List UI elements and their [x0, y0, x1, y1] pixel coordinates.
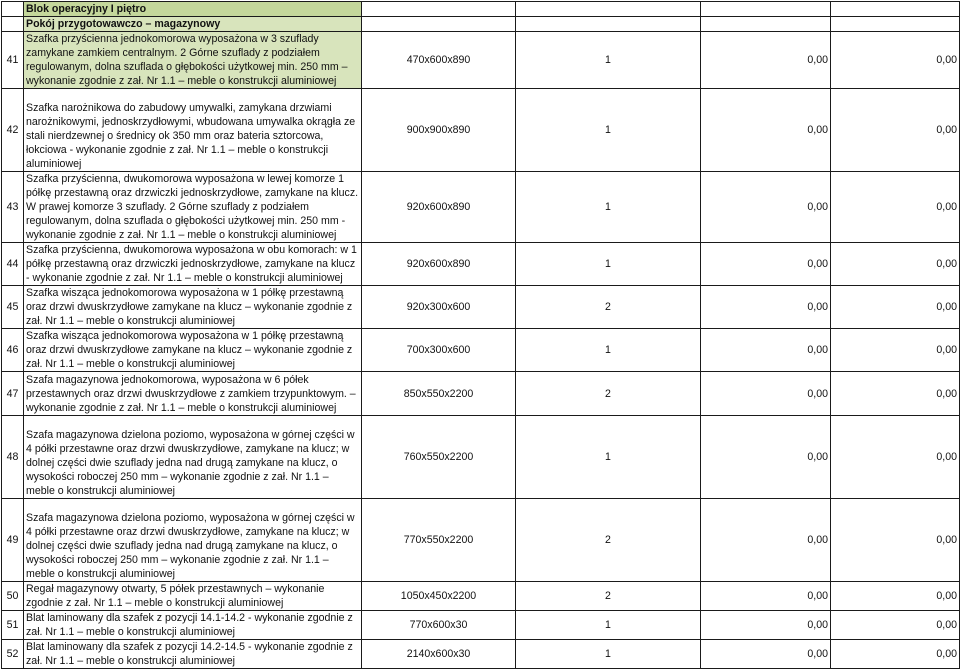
- row-dimensions[interactable]: 1050x450x2200: [362, 582, 516, 611]
- row-number[interactable]: 45: [2, 286, 24, 329]
- row-dimensions[interactable]: 770x550x2200: [362, 499, 516, 582]
- cell-blank[interactable]: [362, 17, 516, 32]
- row-quantity[interactable]: 2: [516, 286, 701, 329]
- cell-blank[interactable]: [2, 2, 24, 17]
- row-total[interactable]: 0,00: [831, 329, 960, 372]
- row-description[interactable]: Regał magazynowy otwarty, 5 półek przestawnych – wykonanie zgodnie z zał. Nr 1.1 – meble o konstrukcji aluminiowej: [24, 582, 362, 611]
- row-number[interactable]: 49: [2, 499, 24, 582]
- row-quantity[interactable]: 1: [516, 329, 701, 372]
- row-total[interactable]: 0,00: [831, 416, 960, 499]
- row-number[interactable]: 52: [2, 640, 24, 669]
- row-total[interactable]: 0,00: [831, 582, 960, 611]
- table-row: [2, 499, 960, 582]
- row-dimensions[interactable]: 760x550x2200: [362, 416, 516, 499]
- row-dimensions[interactable]: 920x600x890: [362, 172, 516, 243]
- row-number[interactable]: 48: [2, 416, 24, 499]
- table-row: [2, 89, 960, 172]
- row-number[interactable]: 51: [2, 611, 24, 640]
- row-number[interactable]: 50: [2, 582, 24, 611]
- row-number[interactable]: 42: [2, 89, 24, 172]
- table-row: [2, 640, 960, 669]
- block-title[interactable]: Blok operacyjny I piętro: [24, 2, 362, 17]
- cell-blank[interactable]: [701, 2, 831, 17]
- table-row: [2, 372, 960, 416]
- cell-blank[interactable]: [831, 17, 960, 32]
- cell-blank[interactable]: [516, 17, 701, 32]
- row-dimensions[interactable]: 2140x600x30: [362, 640, 516, 669]
- row-number[interactable]: 44: [2, 243, 24, 286]
- row-unit-price[interactable]: 0,00: [701, 499, 831, 582]
- row-total[interactable]: 0,00: [831, 640, 960, 669]
- row-description[interactable]: Szafa magazynowa dzielona poziomo, wyposażona w górnej części w 4 półki przestawne oraz drzwi dwuskrzydłowe, zamykane na klucz; w dolnej części dwie szuflady jedna nad drugą zamykane na klucz, o wysokości roboczej 250 mm – wykonanie zgodnie z zał. Nr 1.1 – meble o konstrukcji aluminiowej: [24, 416, 362, 499]
- row-dimensions[interactable]: 850x550x2200: [362, 372, 516, 416]
- row-description[interactable]: Szafka przyścienna, dwukomorowa wyposażona w obu komorach: w 1 półkę przestawną oraz drzwiczki jednoskrzydłowe, zamykane na klucz - wykonanie zgodnie z zał. Nr 1.1 – meble o konstrukcji aluminiowej: [24, 243, 362, 286]
- row-number[interactable]: 43: [2, 172, 24, 243]
- row-total[interactable]: 0,00: [831, 243, 960, 286]
- table-row: [2, 286, 960, 329]
- row-quantity[interactable]: 1: [516, 89, 701, 172]
- row-unit-price[interactable]: 0,00: [701, 372, 831, 416]
- row-description[interactable]: Szafka narożnikowa do zabudowy umywalki, zamykana drzwiami narożnikowymi, jednoskrzydłowymi, wbudowana umywalka okrągła ze stali nierdzewnej o średnicy ok 350 mm oraz bateria sztorcowa, łokciowa - wykonanie zgodnie z zał. Nr 1.1 – meble o konstrukcji aluminiowej: [24, 89, 362, 172]
- row-description[interactable]: Szafka przyścienna jednokomorowa wyposażona w 3 szuflady zamykane zamkiem centralnym. 2 Górne szuflady z podziałem regulowanym, dolna szuflada o głębokości użytkowej min. 250 mm – wykonanie zgodnie z zał. Nr 1.1 – meble o konstrukcji aluminiowej: [24, 32, 362, 89]
- row-dimensions[interactable]: 920x300x600: [362, 286, 516, 329]
- table-row: [2, 32, 960, 89]
- row-unit-price[interactable]: 0,00: [701, 172, 831, 243]
- row-quantity[interactable]: 2: [516, 499, 701, 582]
- row-quantity[interactable]: 1: [516, 416, 701, 499]
- cell-blank[interactable]: [2, 17, 24, 32]
- row-unit-price[interactable]: 0,00: [701, 286, 831, 329]
- row-dimensions[interactable]: 700x300x600: [362, 329, 516, 372]
- cell-blank[interactable]: [701, 17, 831, 32]
- cell-blank[interactable]: [516, 2, 701, 17]
- row-quantity[interactable]: 2: [516, 372, 701, 416]
- row-description[interactable]: Szafka wisząca jednokomorowa wyposażona w 1 półkę przestawną oraz drzwi dwuskrzydłowe zamykane na klucz – wykonanie zgodnie z zał. Nr 1.1 – meble o konstrukcji aluminiowej: [24, 286, 362, 329]
- cell-blank[interactable]: [362, 2, 516, 17]
- table-row: [2, 611, 960, 640]
- row-quantity[interactable]: 1: [516, 243, 701, 286]
- row-unit-price[interactable]: 0,00: [701, 243, 831, 286]
- row-total[interactable]: 0,00: [831, 172, 960, 243]
- row-description[interactable]: Szafa magazynowa dzielona poziomo, wyposażona w górnej części w 4 półki przestawne oraz drzwi dwuskrzydłowe, zamykane na klucz; w dolnej części dwie szuflady jedna nad drugą zamykane na klucz, o wysokości roboczej 250 mm – wykonanie zgodnie z zał. Nr 1.1 – meble o konstrukcji aluminiowej: [24, 499, 362, 582]
- row-description[interactable]: Blat laminowany dla szafek z pozycji 14.2-14.5 - wykonanie zgodnie z zał. Nr 1.1 – meble o konstrukcji aluminiowej: [24, 640, 362, 669]
- row-description[interactable]: Szafka wisząca jednokomorowa wyposażona w 1 półkę przestawną oraz drzwi dwuskrzydłowe zamykane na klucz – wykonanie zgodnie z zał. Nr 1.1 – meble o konstrukcji aluminiowej: [24, 329, 362, 372]
- table-row: [2, 416, 960, 499]
- row-dimensions[interactable]: 900x900x890: [362, 89, 516, 172]
- row-quantity[interactable]: 2: [516, 582, 701, 611]
- row-dimensions[interactable]: 920x600x890: [362, 243, 516, 286]
- row-description[interactable]: Szafa magazynowa jednokomorowa, wyposażona w 6 półek przestawnych oraz drzwi dwuskrzydłowe z zamkiem trzypunktowym. – wykonanie zgodnie z zał. Nr 1.1 – meble o konstrukcji aluminiowej: [24, 372, 362, 416]
- spreadsheet-table: [1, 1, 960, 669]
- row-dimensions[interactable]: 470x600x890: [362, 32, 516, 89]
- row-dimensions[interactable]: 770x600x30: [362, 611, 516, 640]
- row-total[interactable]: 0,00: [831, 611, 960, 640]
- row-unit-price[interactable]: 0,00: [701, 416, 831, 499]
- row-quantity[interactable]: 1: [516, 172, 701, 243]
- row-number[interactable]: 41: [2, 32, 24, 89]
- row-total[interactable]: 0,00: [831, 286, 960, 329]
- row-unit-price[interactable]: 0,00: [701, 89, 831, 172]
- row-unit-price[interactable]: 0,00: [701, 329, 831, 372]
- row-number[interactable]: 47: [2, 372, 24, 416]
- row-quantity[interactable]: 1: [516, 611, 701, 640]
- row-total[interactable]: 0,00: [831, 499, 960, 582]
- table-row: [2, 329, 960, 372]
- row-total[interactable]: 0,00: [831, 89, 960, 172]
- header-row-block: [2, 2, 960, 17]
- header-row-room: [2, 17, 960, 32]
- room-title[interactable]: Pokój przygotowawczo – magazynowy: [24, 17, 362, 32]
- row-unit-price[interactable]: 0,00: [701, 32, 831, 89]
- table-row: [2, 172, 960, 243]
- cell-blank[interactable]: [831, 2, 960, 17]
- row-unit-price[interactable]: 0,00: [701, 640, 831, 669]
- row-unit-price[interactable]: 0,00: [701, 611, 831, 640]
- row-total[interactable]: 0,00: [831, 372, 960, 416]
- row-quantity[interactable]: 1: [516, 32, 701, 89]
- row-description[interactable]: Blat laminowany dla szafek z pozycji 14.1-14.2 - wykonanie zgodnie z zał. Nr 1.1 – meble o konstrukcji aluminiowej: [24, 611, 362, 640]
- table-row: [2, 582, 960, 611]
- row-unit-price[interactable]: 0,00: [701, 582, 831, 611]
- row-quantity[interactable]: 1: [516, 640, 701, 669]
- row-total[interactable]: 0,00: [831, 32, 960, 89]
- row-description[interactable]: Szafka przyścienna, dwukomorowa wyposażona w lewej komorze 1 półkę przestawną oraz drzwiczki jednoskrzydłowe, zamykane na klucz. W prawej komorze 3 szuflady. 2 Górne szuflady z podziałem regulowanym, dolna szuflada o głębokości użytkowej min. 250 mm - wykonanie zgodnie z zał. Nr 1.1 – meble o konstrukcji aluminiowej: [24, 172, 362, 243]
- row-number[interactable]: 46: [2, 329, 24, 372]
- table-row: [2, 243, 960, 286]
